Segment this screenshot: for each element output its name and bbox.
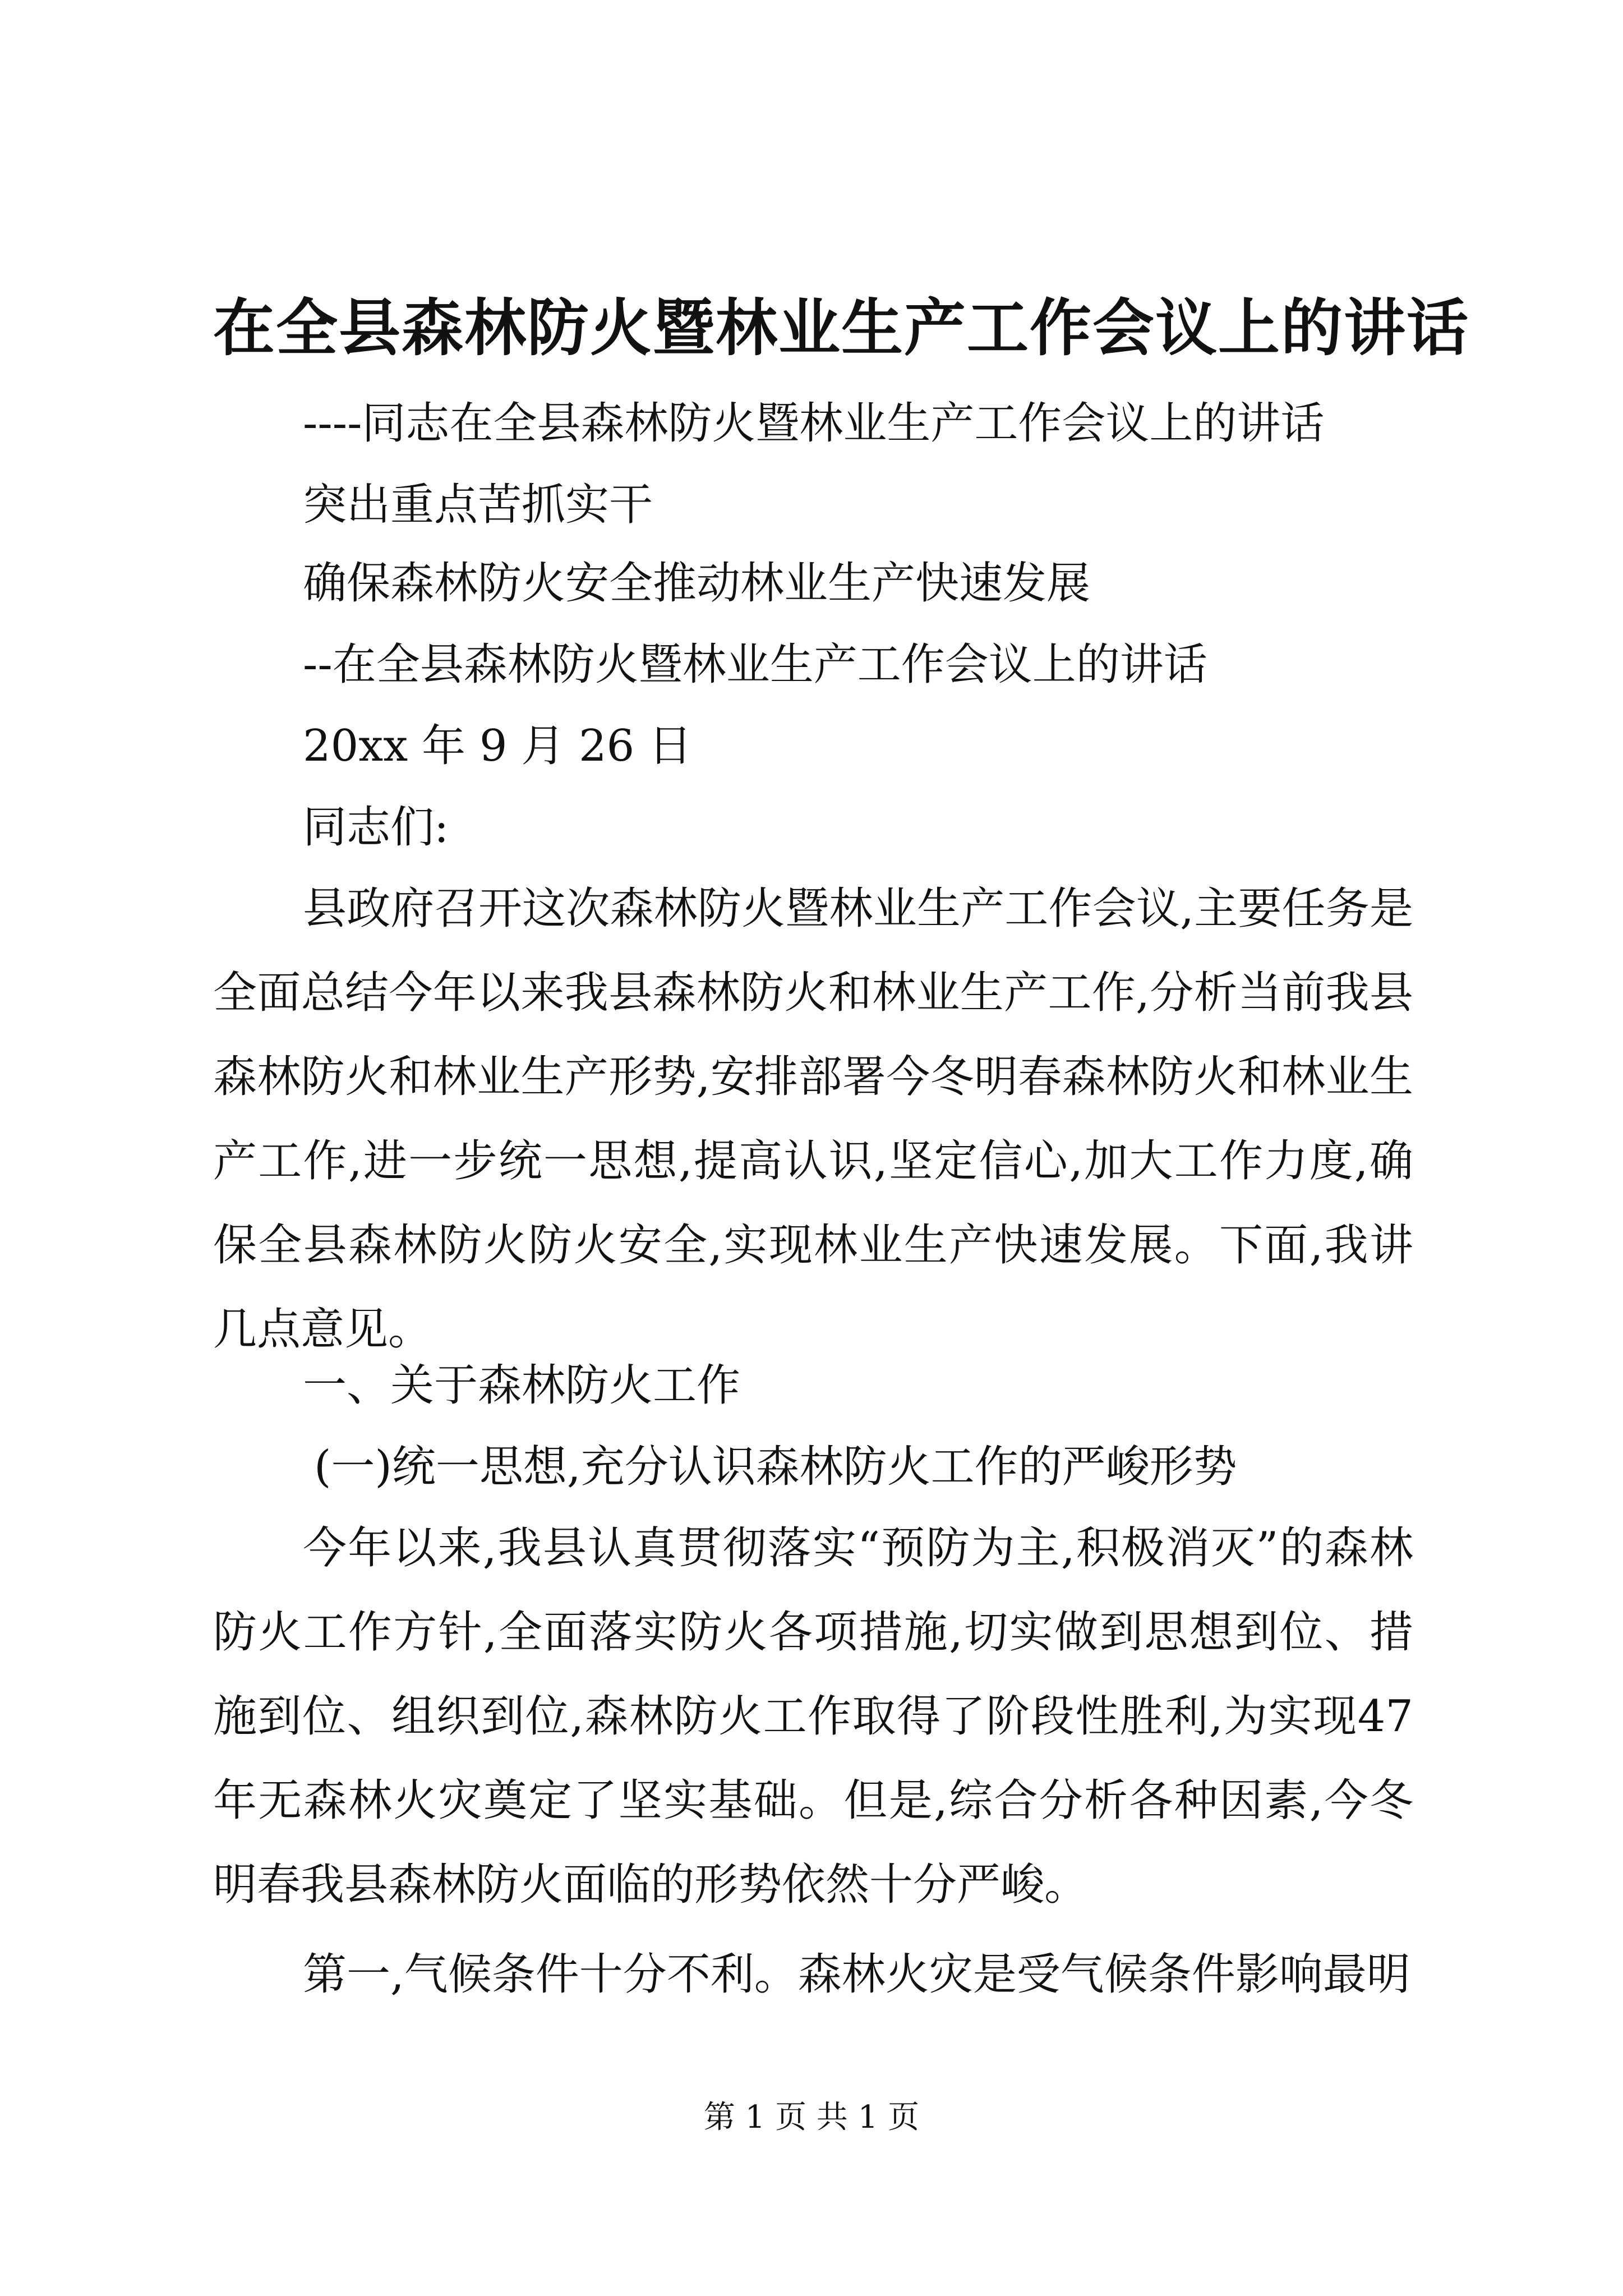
- body-paragraph-situation: 今年以来,我县认真贯彻落实“预防为主,积极消灭”的森林防火工作方针,全面落实防火各项措施,切实做到思想到位、措施到位、组织到位,森林防火工作取得了阶段性胜利,为实现47 年无森林火灾奠定了坚实基础。但是,综合分析各种因素,今冬明春我县森林防火面临的形势依然十分严峻。: [213, 1523, 1413, 1910]
- page-footer: 第 1 页 共 1 页: [703, 2099, 920, 2136]
- speech-subtitle: --在全县森林防火暨林业生产工作会议上的讲话: [303, 639, 1207, 690]
- salutation: 同志们:: [303, 802, 449, 853]
- subsection-heading: (一)统一思想,充分认识森林防火工作的严峻形势: [314, 1442, 1237, 1492]
- heading-line-1: 突出重点苦抓实干: [303, 480, 653, 530]
- speech-date: 20xx 年 9 月 26 日: [303, 721, 693, 771]
- section-heading: 一、关于森林防火工作: [303, 1360, 741, 1411]
- body-paragraph-climate: 第一,气候条件十分不利。森林火灾是受气候条件影响最明: [303, 1949, 1410, 2000]
- document-title: 在全县森林防火暨林业生产工作会议上的讲话: [213, 292, 1469, 364]
- heading-line-2: 确保森林防火安全推动林业生产快速发展: [303, 558, 1091, 609]
- body-paragraph-intro: 县政府召开这次森林防火暨林业生产工作会议,主要任务是全面总结今年以来我县森林防火和林业生产工作,分析当前我县森林防火和林业生产形势,安排部署今冬明春森林防火和林业生产工作,进一步统一思想,提高认识,坚定信心,加大工作力度,确保全县森林防火防火安全,实现林业生产快速发展。下面,我讲几点意见。: [213, 884, 1413, 1355]
- subtitle-line: ----同志在全县森林防火暨林业生产工作会议上的讲话: [303, 398, 1325, 449]
